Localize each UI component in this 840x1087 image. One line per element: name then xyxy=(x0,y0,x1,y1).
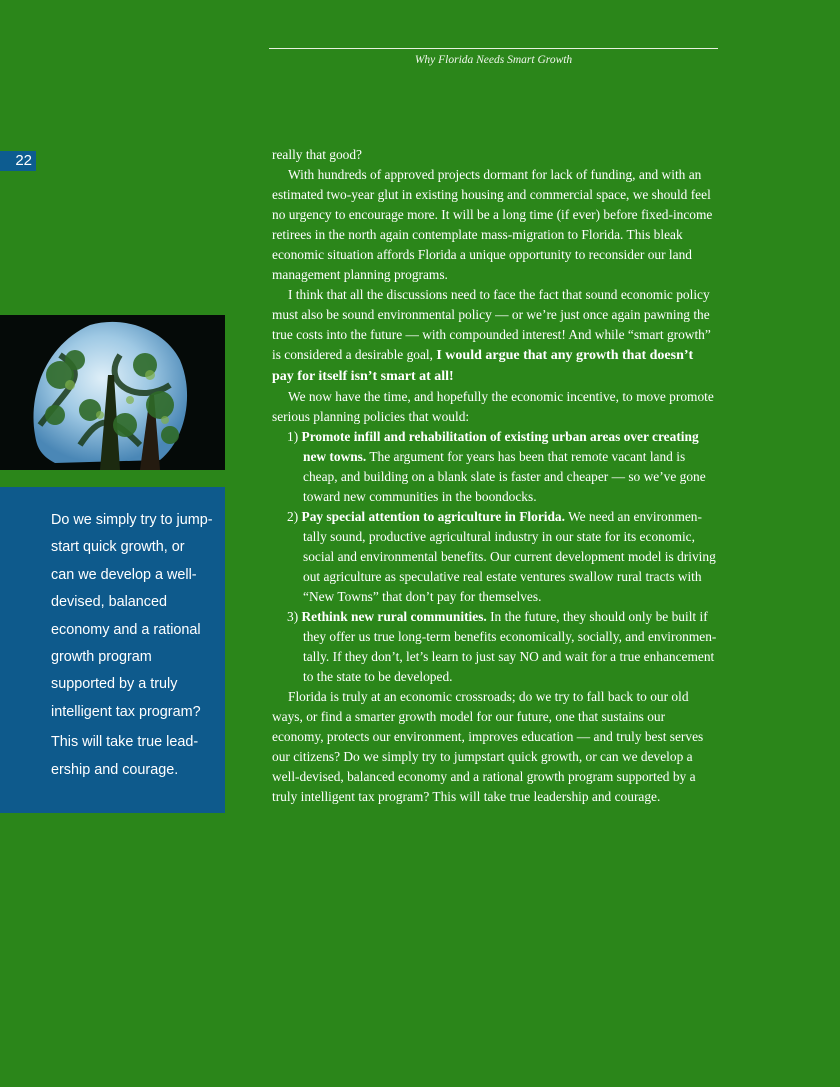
pullquote-line: start quick growth, or xyxy=(51,539,185,556)
list-item-text: In the future, they should only be built if they offer us true long-term benefits economically, socially, and environmen-tally. If they don’t, let’s learn to just say NO and wait for a true enhancement to the state to be developed. xyxy=(303,609,717,684)
page-number: 22 xyxy=(0,151,36,171)
running-title: Why Florida Needs Smart Growth xyxy=(414,54,573,66)
list-number: 3) xyxy=(287,609,302,624)
list-number: 2) xyxy=(287,509,302,524)
forest-canopy-illustration xyxy=(0,315,225,470)
paragraph: We now have the time, and hopefully the economic incentive, to move promote serious planning policies that would: xyxy=(272,389,714,424)
pullquote-line: can we develop a well- xyxy=(51,566,197,583)
list-item-heading: Rethink new rural communities. xyxy=(301,609,487,624)
pullquote-box xyxy=(0,487,225,813)
list-item-heading: Promote infill and rehabilitation of existing urban areas over creating new towns. xyxy=(301,429,699,464)
paragraph: Florida is truly at an economic crossroads; do we try to fall back to our old ways, or find a smarter growth model for our future, one that sustains our economy, protects our environment, improves education — and truly best serves our citizens? Do we simply try to jumpstart quick growth, or can we develop a well-devised, balanced economy and a rational growth program supported by a truly intelligent tax program? This will take true leadership and courage. xyxy=(272,689,704,804)
pullquote-line: ership and courage. xyxy=(51,761,179,778)
list-item xyxy=(272,607,718,687)
pullquote xyxy=(51,507,219,784)
list-item xyxy=(272,507,718,607)
paragraph: really that good? xyxy=(272,147,362,162)
pullquote-line: This will take true lead- xyxy=(51,734,199,751)
pullquote-line: growth program xyxy=(51,649,152,666)
list-item-text: The argument for years has been that remote vacant land is cheap, and building on a blank slate is faster and cheaper — so we’ve gone toward new communities in the boondocks. xyxy=(303,449,706,504)
pullquote-line: Do we simply try to jump- xyxy=(51,512,213,528)
paragraph-text: I think that all the discussions need to face the fact that sound economic policy must also be sound environmental policy — or we’re just once again pawning the true costs into the future — with compounded interest! And while “smart growth” is considered a desirable goal, xyxy=(272,287,711,362)
paragraph xyxy=(272,285,718,387)
list-item-heading: Pay special attention to agriculture in Florida. xyxy=(301,509,565,524)
pullquote-line: economy and a rational xyxy=(51,621,201,638)
pullquote-line: devised, balanced xyxy=(51,594,168,611)
paragraph: With hundreds of approved projects dormant for lack of funding, and with an estimated two-year glut in existing housing and commercial space, we should feel no urgency to encourage more. It will be a long time (if ever) before fixed-income retirees in the north again contemplate mass-migration to Florida. This bleak economic situation affords Florida a unique opportunity to reconsider our land management planning programs. xyxy=(272,167,713,282)
emphasis-text: I would argue that any growth that doesn’t pay for itself isn’t smart at all! xyxy=(272,348,694,384)
list-item-text: We need an environmen-tally sound, productive agricultural industry in our state for its economic, social and environmental benefits. Our current development model is driving out agriculture as speculative real estate ventures swallow rural tracts with “New Towns” that don’t pay for themselves. xyxy=(303,509,716,604)
pullquote-line: intelligent tax program? xyxy=(51,703,201,720)
forest-canopy-photo xyxy=(0,315,225,470)
list-number: 1) xyxy=(287,429,302,444)
header-rule xyxy=(269,48,718,49)
list-item xyxy=(272,427,718,507)
article-body xyxy=(272,145,718,807)
pullquote-line: supported by a truly xyxy=(51,676,178,693)
